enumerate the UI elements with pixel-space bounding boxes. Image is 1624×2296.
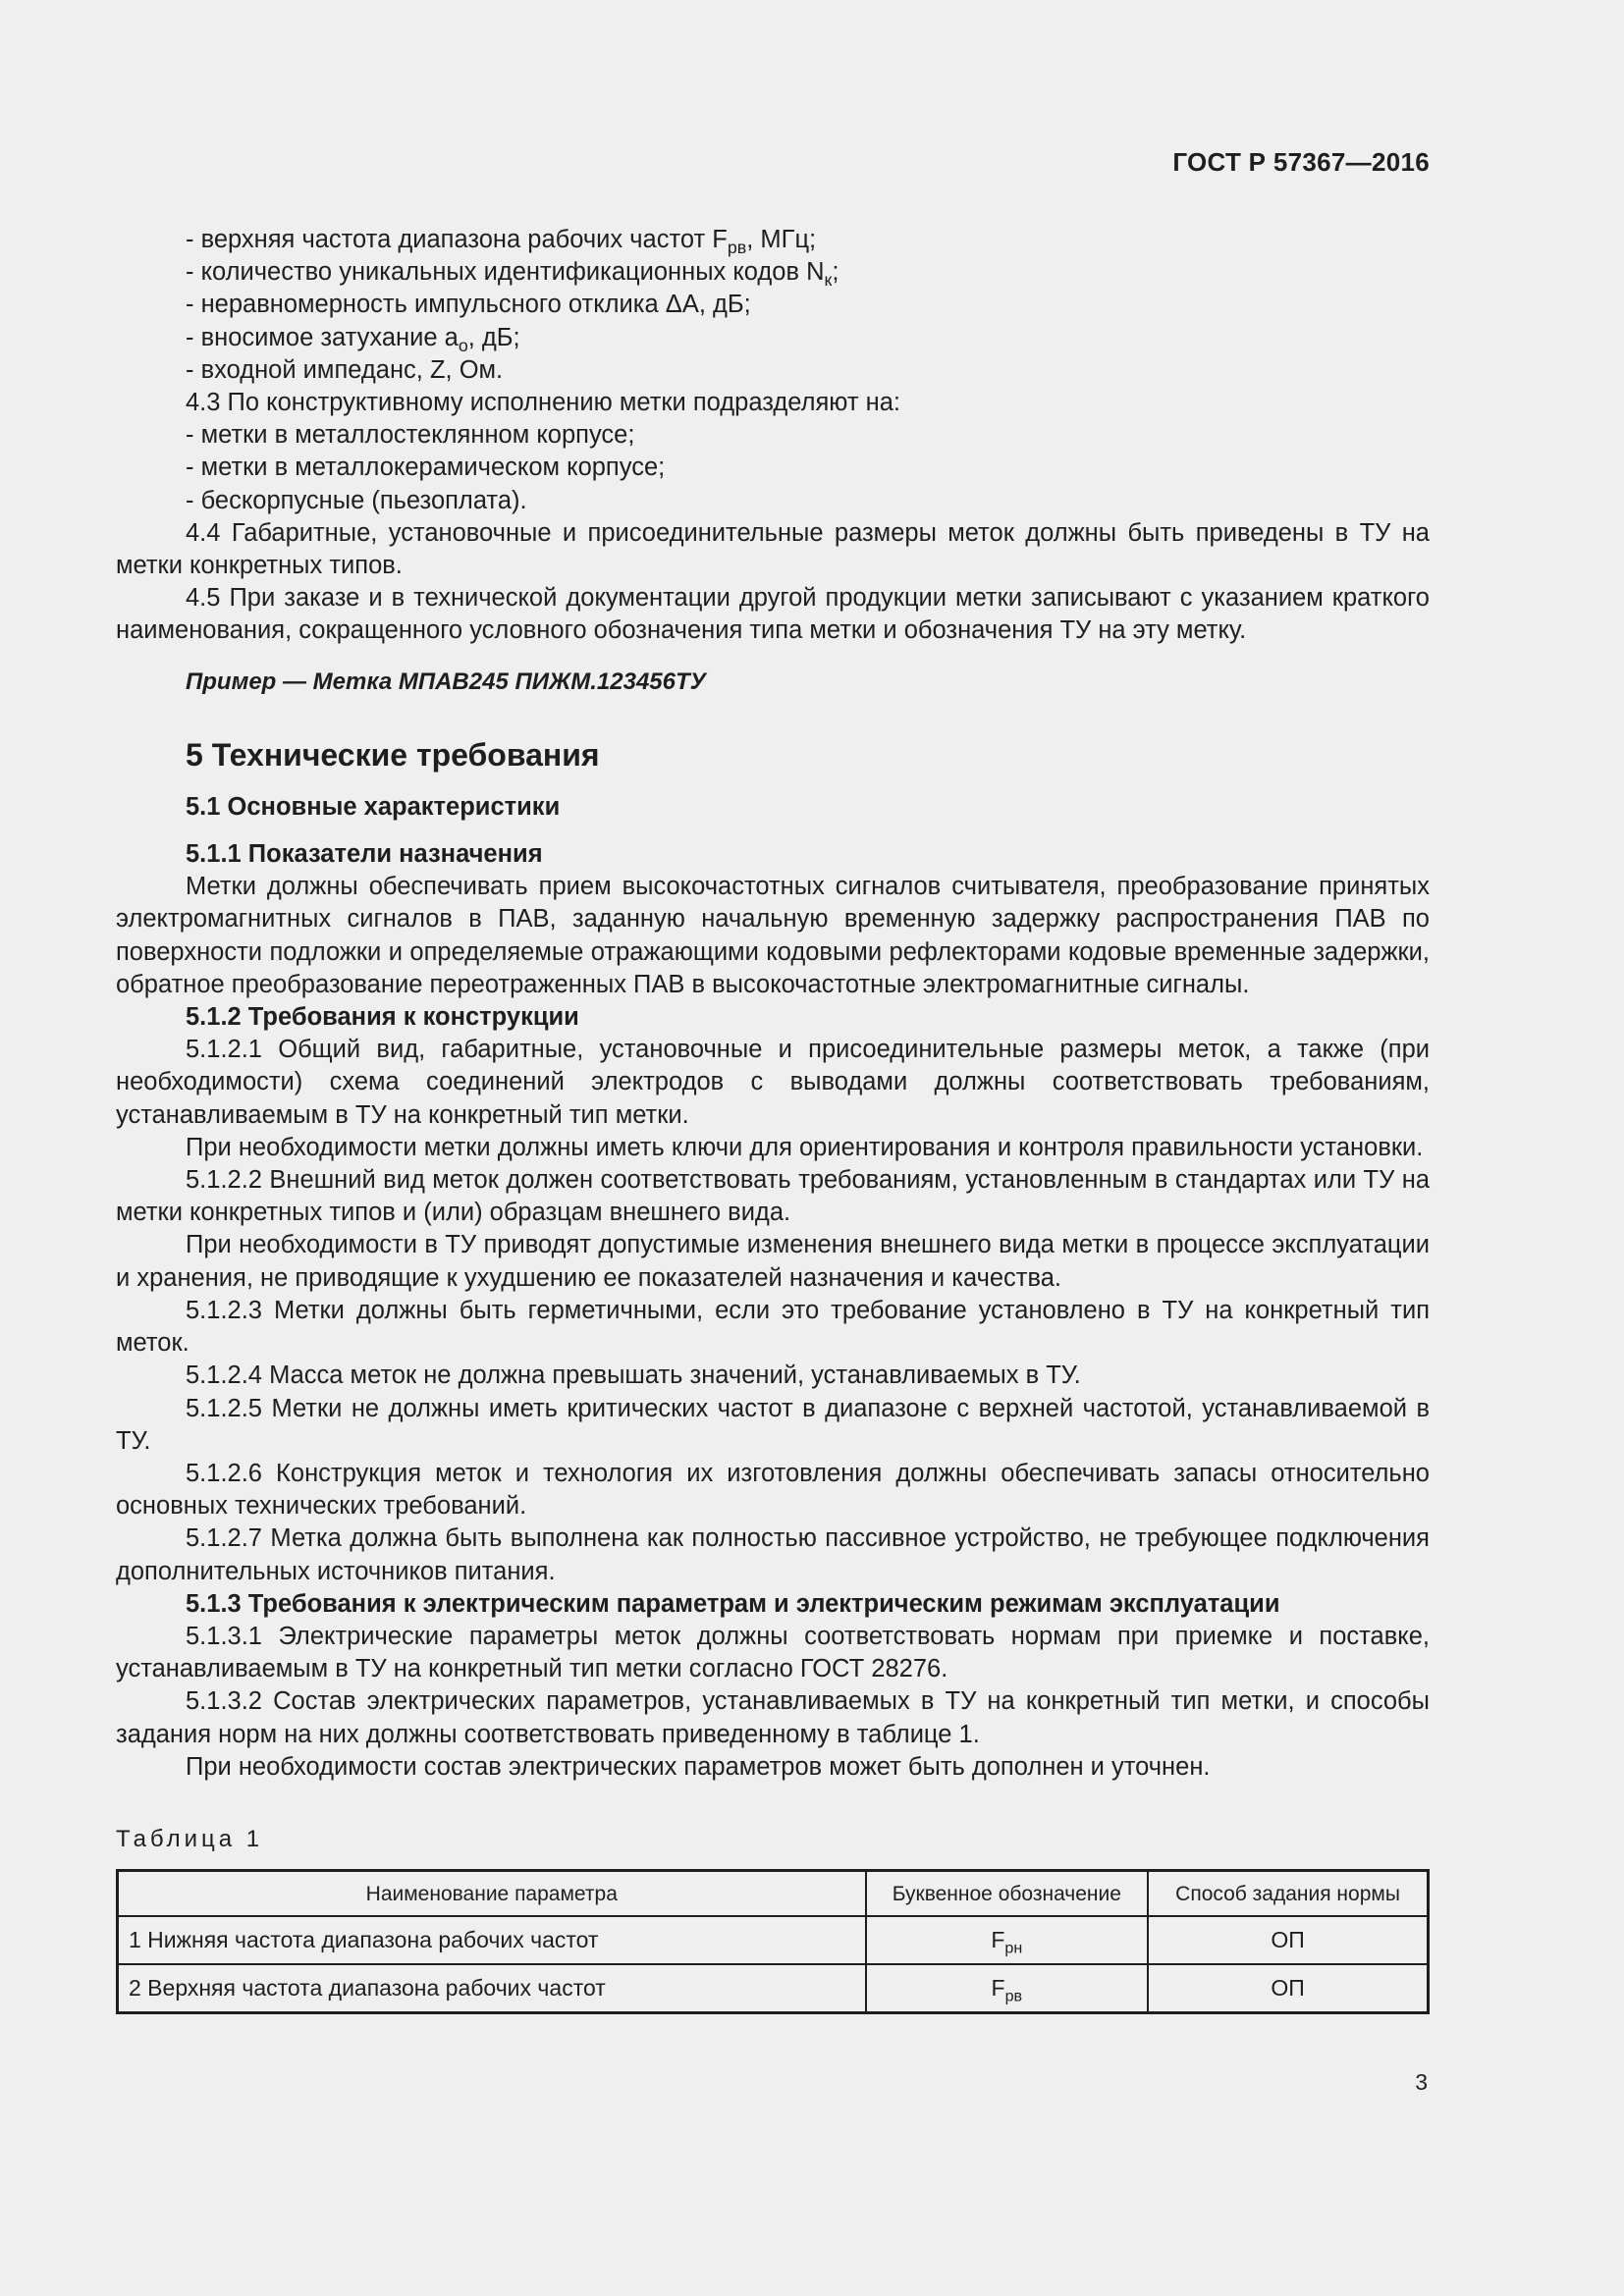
paragraph: 5.1.2.4 Масса меток не должна превышать значений, устанавливаемых в ТУ. [186,1362,1081,1390]
paragraph: 5.1.2.6 Конструкция меток и технология их изготовления должны обеспечивать запасы относительно основных технических требований. [116,1459,1430,1521]
list-item: - вносимое затухание $а_о$, дБ; [186,323,520,355]
list-item: - метки в металлокерамическом корпусе; [186,454,666,482]
paragraph: Метки должны обеспечивать прием высокочастотных сигналов считывателя, преобразование принятых электромагнитных сигналов в ПАВ, заданную начальную временную задержку распространения ПАВ по поверхности подложки и определяемые отражающими кодовыми рефлекторами кодовые временные задержки, обратное преобразование переотраженных ПАВ в высокочастотные электромагнитные сигналы. [116,873,1430,998]
table-row [118,1964,1429,2013]
document-body [116,224,1430,2014]
list-item: - количество уникальных идентификационных кодов $N_к$; [186,258,839,291]
paragraph: При необходимости в ТУ приводят допустимые изменения внешнего вида метки в процессе эксплуатации и хранения, не приводящие к ухудшению ее показателей назначения и качества. [116,1231,1430,1292]
paragraph: 5.1.2.1 Общий вид, габаритные, установочные и присоединительные размеры меток, а также (при необходимости) схема соединений электродов с выводами должны соответствовать требованиям, устанавливаемым в ТУ на конкретный тип метки. [116,1036,1430,1129]
paragraph: 5.1.2.2 Внешний вид меток должен соответствовать требованиям, установленным в стандартах или ТУ на метки конкретных типов и (или) образцам внешнего вида. [116,1166,1430,1227]
subsection-heading: 5.1.2 Требования к конструкции [186,1003,579,1032]
paragraph: При необходимости метки должны иметь ключи для ориентирования и контроля правильности установки. [186,1133,1424,1161]
list-item: - неравномерность импульсного отклика ΔА, дБ; [186,291,751,319]
column-header: Способ задания нормы [1148,1871,1428,1917]
subsection-heading: 5.1.3 Требования к электрическим параметрам и электрическим режимам эксплуатации [186,1589,1280,1618]
paragraph: 5.1.3.1 Электрические параметры меток должны соответствовать нормам при приемке и поставке, устанавливаемым в ТУ на конкретный тип метки согласно ГОСТ 28276. [116,1622,1430,1683]
list-item: - метки в металлостеклянном корпусе; [186,421,635,450]
example-note: Пример — Метка МПАВ245 ПИЖМ.123456ТУ [186,667,706,695]
column-header: Наименование параметра [118,1871,866,1917]
paragraph: 5.1.2.3 Метки должны быть герметичными, если это требование установлено в ТУ на конкретный тип меток. [116,1296,1430,1358]
paragraph: 5.1.2.7 Метка должна быть выполнена как полностью пассивное устройство, не требующее подключения дополнительных источников питания. [116,1524,1430,1585]
clause-4-5: 4.5 При заказе и в технической документации другой продукции метки записывают с указанием краткого наименования, сокращенного условного обозначения типа метки и обозначения ТУ на эту метку. [116,584,1430,645]
table-cell: $F_{рн}$ [866,1916,1149,1964]
clause-4-3: 4.3 По конструктивному исполнению метки подразделяют на: [186,389,900,417]
table-cell: ОП [1148,1916,1428,1964]
table-caption: Таблица 1 [116,1825,264,1852]
page-number: 3 [1415,2069,1428,2095]
table-row [118,1916,1429,1964]
table-cell: ОП [1148,1964,1428,2013]
parameters-table [116,1869,1430,2014]
table-header-row [118,1871,1429,1917]
subsection-heading: 5.1.1 Показатели назначения [186,840,543,869]
section-heading: 5 Технические требования [186,736,600,773]
subsection-heading: 5.1 Основные характеристики [186,792,561,821]
column-header: Буквенное обозначение [866,1871,1149,1917]
list-item: - входной импеданс, Z, Ом. [186,355,504,384]
clause-4-4: 4.4 Габаритные, установочные и присоединительные размеры меток должны быть приведены в ТУ на метки конкретных типов. [116,518,1430,580]
paragraph: При необходимости состав электрических параметров может быть дополнен и уточнен. [186,1752,1211,1781]
table-cell: $F_{рв}$ [866,1964,1149,2013]
table-cell: 2 Верхняя частота диапазона рабочих частот [118,1964,866,2013]
list-item: - верхняя частота диапазона рабочих частот $F_{рв}$, МГц; [186,226,817,258]
paragraph: 5.1.2.5 Метки не должны иметь критических частот в диапазоне с верхней частотой, устанавливаемой в ТУ. [116,1394,1430,1455]
list-item: - бескорпусные (пьезоплата). [186,486,527,514]
document-id-header: ГОСТ Р 57367—2016 [1172,147,1430,177]
paragraph: 5.1.3.2 Состав электрических параметров, устанавливаемых в ТУ на конкретный тип метки, и способы задания норм на них должны соответствовать приведенному в таблице 1. [116,1687,1430,1748]
table-cell: 1 Нижняя частота диапазона рабочих частот [118,1916,866,1964]
